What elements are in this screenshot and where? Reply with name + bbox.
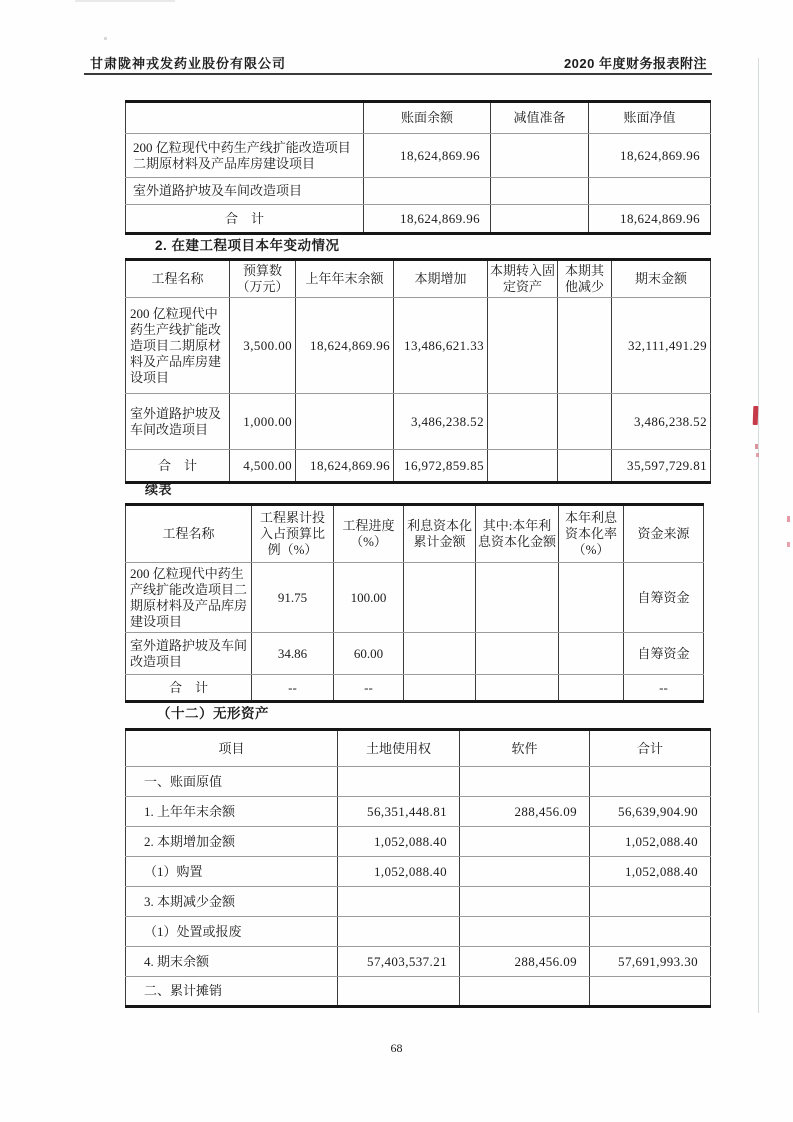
table-header-cell: 软件: [460, 730, 590, 767]
table-cell: [476, 675, 559, 702]
table-cell: 18,624,869.96: [589, 205, 711, 234]
table-header-cell: 工程名称: [126, 260, 230, 298]
red-bookmark-mark: [753, 406, 759, 425]
table-cell: [590, 767, 711, 797]
table-cell: 合 计: [126, 205, 364, 234]
table-cell: 1,052,088.40: [338, 827, 460, 857]
table-header-cell: 账面净值: [589, 102, 711, 134]
table-cell: （1）处置或报废: [126, 917, 338, 947]
table-row: [126, 675, 704, 702]
table-row: [126, 205, 711, 234]
red-ink-speck: [756, 453, 759, 457]
table-cell: 288,456.09: [460, 947, 590, 977]
table-cell: [559, 675, 624, 702]
table-cell: [460, 857, 590, 887]
header-rule: [84, 73, 712, 75]
table-cell: [460, 767, 590, 797]
table-header-cell: 减值准备: [491, 102, 589, 134]
table-header-cell: 资金来源: [624, 505, 704, 563]
scan-dust-speck: [104, 37, 107, 40]
table-cell: [590, 887, 711, 917]
table-row: [126, 947, 711, 977]
table-row: [126, 394, 711, 450]
table-header-row: [126, 102, 711, 134]
table-row: [126, 977, 711, 1007]
table-cell: 18,624,869.96: [296, 298, 394, 394]
company-name: 甘肃陇神戎发药业股份有限公司: [90, 56, 287, 71]
table-header-row: [126, 260, 711, 298]
continued-table-label: 续表: [145, 482, 173, 497]
table-cell: 3. 本期减少金额: [126, 887, 338, 917]
table-row: [126, 298, 711, 394]
table-cell: 室外道路护坡及车间改造项目: [126, 633, 252, 675]
table-cell: 3,500.00: [230, 298, 296, 394]
table-cell: [404, 563, 476, 633]
table-header-cell: 工程进度（%）: [334, 505, 404, 563]
table-cell: --: [624, 675, 704, 702]
table-cell: [558, 394, 612, 450]
table-cell: [476, 633, 559, 675]
table-cell: [338, 767, 460, 797]
table-cell: 2. 本期增加金额: [126, 827, 338, 857]
red-ink-speck: [755, 444, 758, 449]
red-ink-speck: [787, 516, 790, 522]
table-row: [126, 857, 711, 887]
table-cell: 200 亿粒现代中药生产线扩能改造项目二期原材料及产品库房建设项目: [126, 563, 252, 633]
table-cell: 4,500.00: [230, 450, 296, 483]
table-cell: （1）购置: [126, 857, 338, 887]
table-cell: 13,486,621.33: [394, 298, 488, 394]
table-cell: [488, 394, 558, 450]
section-title-intangible: （十二）无形资产: [157, 706, 269, 721]
table-cell: 室外道路护坡及车间改造项目: [126, 394, 230, 450]
table-cell: 60.00: [334, 633, 404, 675]
table-cell: [338, 917, 460, 947]
table-cell: [460, 887, 590, 917]
table-header-cell: 工程名称: [126, 505, 252, 563]
table-header-cell: 其中:本年利息资本化金额: [476, 505, 559, 563]
table-header-cell: 期末金额: [612, 260, 711, 298]
table-cell: 200 亿粒现代中药生产线扩能改造项目二期原材料及产品库房建设项目: [126, 134, 364, 178]
table-cell: [476, 563, 559, 633]
table-cell: 35,597,729.81: [612, 450, 711, 483]
table-cell: [460, 917, 590, 947]
table-cell: 16,972,859.85: [394, 450, 488, 483]
table-row: [126, 134, 711, 178]
table-cell: 288,456.09: [460, 797, 590, 827]
table-cell: [404, 675, 476, 702]
table-cell: [364, 178, 491, 205]
table-header-cell: 利息资本化累计金额: [404, 505, 476, 563]
table-cell: [558, 298, 612, 394]
table-cell: 一、账面原值: [126, 767, 338, 797]
table-cell: 合 计: [126, 450, 230, 483]
table-cell: [460, 827, 590, 857]
table-row: [126, 767, 711, 797]
table-cell: [338, 977, 460, 1007]
table-cell: [460, 977, 590, 1007]
table-header-cell: 工程累计投入占预算比例（%）: [252, 505, 334, 563]
table-cell: [590, 917, 711, 947]
table-cell: 自筹资金: [624, 563, 704, 633]
table-cell: [404, 633, 476, 675]
scan-edge-artifact: [75, 0, 175, 2]
table-cell: 合 计: [126, 675, 252, 702]
intangible-assets-table: [125, 728, 711, 1008]
table-cell: 1,052,088.40: [590, 827, 711, 857]
report-title: 2020 年度财务报表附注: [563, 56, 707, 71]
table-row: [126, 797, 711, 827]
table-cell: [559, 563, 624, 633]
table-row: [126, 178, 711, 205]
table-header-cell: 账面余额: [364, 102, 491, 134]
table-header-cell: 本期增加: [394, 260, 488, 298]
table-cell: 34.86: [252, 633, 334, 675]
table-cell: 18,624,869.96: [296, 450, 394, 483]
construction-balance-table: [125, 100, 711, 235]
table-cell: 1,052,088.40: [338, 857, 460, 887]
table-cell: 二、累计摊销: [126, 977, 338, 1007]
table-header-cell: 合计: [590, 730, 711, 767]
table-cell: [559, 633, 624, 675]
page-number: 68: [390, 1041, 403, 1055]
table-cell: [338, 887, 460, 917]
table-cell: 3,486,238.52: [394, 394, 488, 450]
table-cell: 自筹资金: [624, 633, 704, 675]
table-cell: [488, 450, 558, 483]
cip-change-table: [125, 258, 711, 484]
table-header-row: [126, 730, 711, 767]
table-cell: 4. 期末余额: [126, 947, 338, 977]
table-row: [126, 450, 711, 483]
table-cell: 18,624,869.96: [364, 205, 491, 234]
table-cell: [589, 178, 711, 205]
table-cell: 3,486,238.52: [612, 394, 711, 450]
table-cell: 200 亿粒现代中药生产线扩能改造项目二期原材料及产品库房建设项目: [126, 298, 230, 394]
table-cell: 1. 上年年末余额: [126, 797, 338, 827]
table-cell: 室外道路护坡及车间改造项目: [126, 178, 364, 205]
table-cell: [491, 178, 589, 205]
table-row: [126, 827, 711, 857]
page-edge-line: [758, 58, 759, 1013]
table-cell: [590, 977, 711, 1007]
cip-continued-table: [125, 503, 704, 703]
table-cell: 1,052,088.40: [590, 857, 711, 887]
table-header-cell: 本期转入固定资产: [488, 260, 558, 298]
red-ink-speck: [787, 542, 790, 547]
table-cell: [491, 134, 589, 178]
table-header-cell: 本期其他减少: [558, 260, 612, 298]
table-cell: 56,351,448.81: [338, 797, 460, 827]
table-cell: 57,691,993.30: [590, 947, 711, 977]
table-cell: [488, 298, 558, 394]
section-title-cip-change: 2. 在建工程项目本年变动情况: [155, 238, 340, 253]
table-cell: [558, 450, 612, 483]
table-cell: --: [334, 675, 404, 702]
table-header-cell: 预算数（万元）: [230, 260, 296, 298]
table-header-row: [126, 505, 704, 563]
table-row: [126, 563, 704, 633]
table-cell: 18,624,869.96: [364, 134, 491, 178]
table-row: [126, 887, 711, 917]
table-cell: [296, 394, 394, 450]
table-header-cell: 本年利息资本化率（%）: [559, 505, 624, 563]
table-cell: 91.75: [252, 563, 334, 633]
table-header-cell: 项目: [126, 730, 338, 767]
table-cell: 18,624,869.96: [589, 134, 711, 178]
table-cell: --: [252, 675, 334, 702]
table-cell: 1,000.00: [230, 394, 296, 450]
table-cell: 32,111,491.29: [612, 298, 711, 394]
table-header-cell: 土地使用权: [338, 730, 460, 767]
table-cell: 56,639,904.90: [590, 797, 711, 827]
table-row: [126, 917, 711, 947]
table-cell: 100.00: [334, 563, 404, 633]
table-header-cell: 上年年末余额: [296, 260, 394, 298]
table-header-cell: [126, 102, 364, 134]
table-row: [126, 633, 704, 675]
table-cell: 57,403,537.21: [338, 947, 460, 977]
table-cell: [491, 205, 589, 234]
